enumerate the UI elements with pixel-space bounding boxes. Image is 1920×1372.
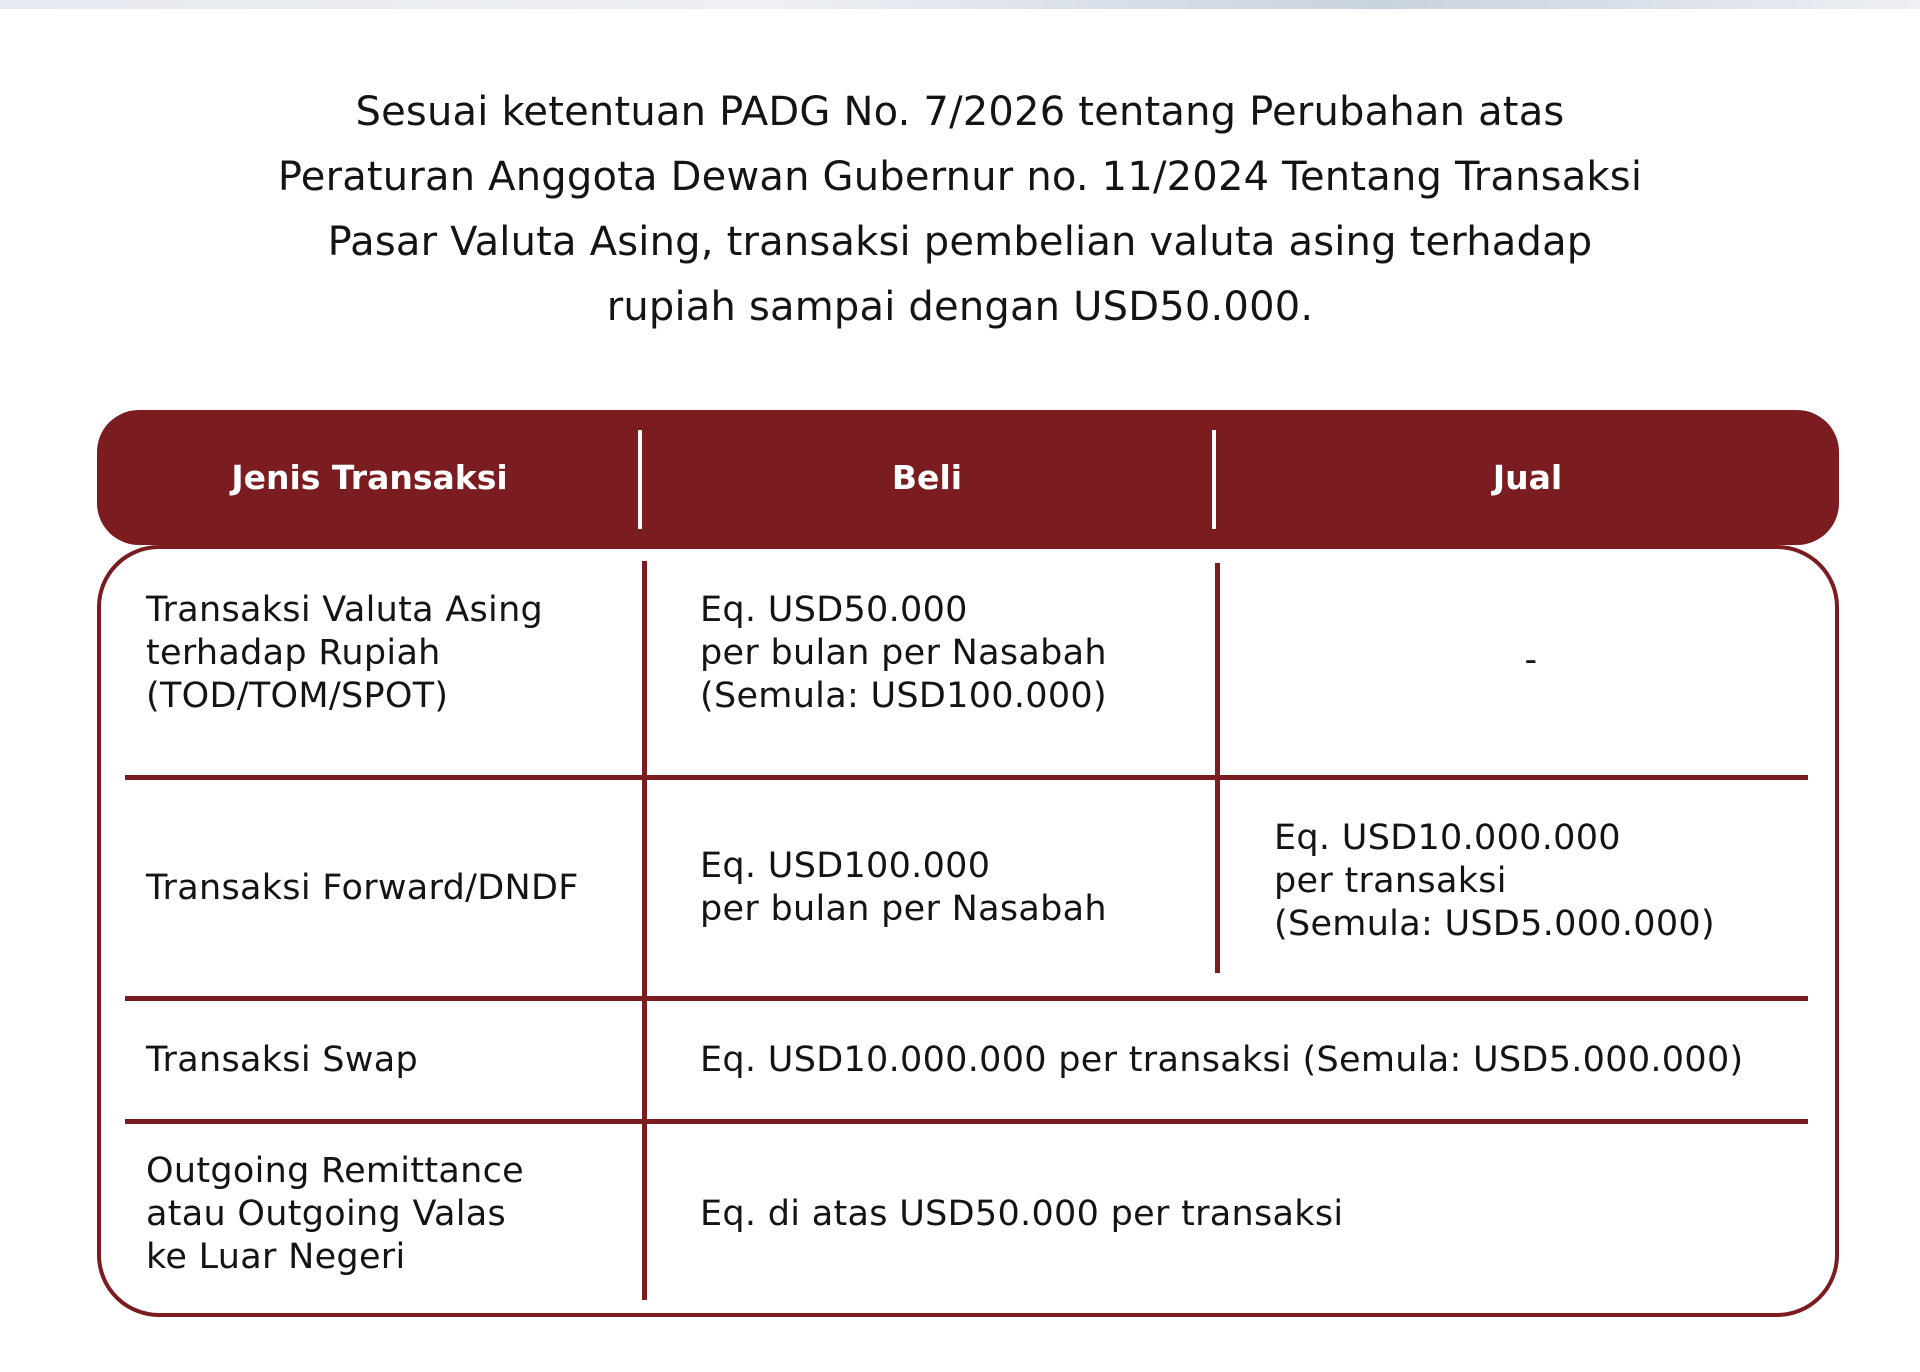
cell-line: Transaksi Forward/DNDF (146, 867, 579, 908)
cell-line: Eq. USD10.000.000 (1274, 818, 1621, 858)
cell-line: Eq. USD10.000.000 per transaksi (Semula: USD5.000.000) (700, 1039, 1744, 1080)
table-row-2-jual (1274, 817, 1794, 946)
cell-line: Eq. USD100.000 (700, 846, 991, 886)
header-jual: Jual (1492, 458, 1563, 497)
header-jenis-transaksi: Jenis Transaksi (231, 458, 508, 497)
table-row-3-merged (700, 1001, 1800, 1119)
empty-dash: - (1524, 640, 1538, 680)
column-divider (642, 561, 647, 1300)
intro-line: Peraturan Anggota Dewan Gubernur no. 11/2024 Tentang Transaksi (277, 154, 1643, 200)
cell-line: Transaksi Valuta Asing (146, 590, 544, 630)
cell-line: Transaksi Swap (146, 1039, 418, 1080)
table-row-3-type (146, 1001, 626, 1119)
cell-line: atau Outgoing Valas (146, 1193, 507, 1234)
top-decorative-strip (0, 0, 1920, 9)
header-beli: Beli (891, 458, 963, 497)
table-row-2-beli (700, 780, 1200, 996)
table-row-1-jual (1501, 639, 1561, 682)
cell-line: Eq. USD50.000 (700, 590, 968, 630)
table-row-2-type (146, 780, 626, 996)
cell-line: per transaksi (1274, 861, 1507, 901)
cell-line: terhadap Rupiah (146, 633, 441, 673)
cell-line: per bulan per Nasabah (700, 889, 1107, 929)
table-row-4-type (146, 1124, 626, 1304)
regulation-intro-text (200, 80, 1720, 340)
cell-line: (Semula: USD100.000) (700, 676, 1107, 716)
table-body (97, 545, 1839, 1317)
column-divider (1215, 775, 1220, 973)
intro-line: Pasar Valuta Asing, transaksi pembelian valuta asing terhadap (327, 219, 1593, 265)
table-row-1-beli (700, 589, 1200, 718)
table-row-4-merged (700, 1124, 1800, 1304)
cell-line: ke Luar Negeri (146, 1236, 406, 1277)
table-row-1-type (146, 589, 626, 718)
column-divider (1215, 563, 1220, 775)
intro-line: Sesuai ketentuan PADG No. 7/2026 tentang Perubahan atas (355, 89, 1565, 135)
cell-line: (TOD/TOM/SPOT) (146, 676, 449, 716)
cell-line: (Semula: USD5.000.000) (1274, 904, 1715, 944)
intro-line: rupiah sampai dengan USD50.000. (606, 284, 1314, 330)
cell-line: per bulan per Nasabah (700, 633, 1107, 673)
cell-line: Outgoing Remittance (146, 1150, 524, 1191)
cell-line: Eq. di atas USD50.000 per transaksi (700, 1193, 1344, 1234)
table-header (97, 410, 1839, 545)
